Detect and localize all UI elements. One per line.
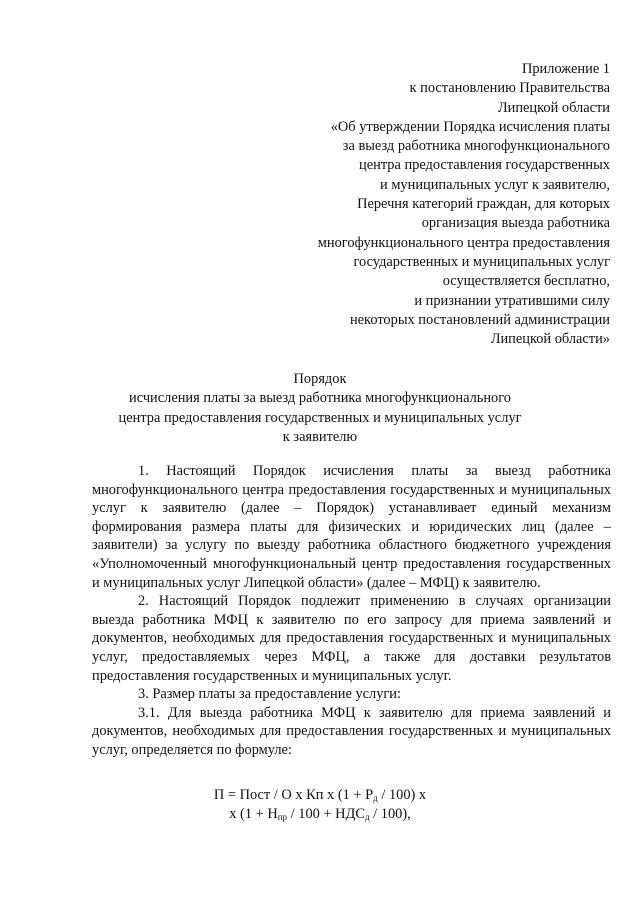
fee-formula <box>0 786 640 825</box>
appendix-line: и муниципальных услуг к заявителю, <box>380 176 610 193</box>
appendix-line: государственных и муниципальных услуг <box>353 253 610 270</box>
appendix-line: Липецкой области <box>497 99 610 116</box>
paragraph-2: 2. Настоящий Порядок подлежит применению в случаях организации выезда работника МФЦ к заявителю по его запросу для приема заявлений и документов, необходимых для предоставления государственных и муниципальных услуг, предоставляемых через МФЦ, а также для доставки результатов предоставления государственных и муниципальных услуг. <box>92 593 611 684</box>
paragraph-3-1: 3.1. Для выезда работника МФЦ к заявителю для приема заявлений и документов, необходимых для предоставления государственных и муниципальных услуг, определяется по формуле: <box>92 704 611 758</box>
appendix-line: многофункционального центра предоставления <box>317 234 610 251</box>
appendix-line: Липецкой области» <box>490 331 610 348</box>
appendix-header <box>270 60 610 349</box>
appendix-line: Перечня категорий граждан, для которых <box>357 196 610 213</box>
paragraph-1: 1. Настоящий Порядок исчисления платы за выезд работника многофункционального центра предоставления государственных и муниципальных услуг к заявителю (далее – Порядок) устанавливает единый механизм формирования размера платы для физических и юридических лиц (далее – заявители) за услугу по выезду работника областного бюджетного учреждения «Уполномоченный многофункциональный центр предоставления государственных и муниципальных услуг Липецкой области» (далее – МФЦ) к заявителю. <box>92 463 611 591</box>
appendix-line: некоторых постановлений администрации <box>349 311 610 328</box>
appendix-line: за выезд работника многофункционального <box>342 138 610 155</box>
appendix-line: Приложение 1 <box>521 61 610 77</box>
title-line: центра предоставления государственных и муниципальных услуг <box>118 409 522 426</box>
paragraph-3: 3. Размер платы за предоставление услуги: <box>138 686 402 703</box>
appendix-line: и признании утратившими силу <box>414 292 610 309</box>
document-body <box>92 462 611 760</box>
formula-line-2: х $(1 + Н_{пр} / 100 + НДС_д / 100)$, <box>229 806 411 823</box>
title-line: к заявителю <box>282 428 358 445</box>
appendix-line: организация выезда работника <box>421 215 610 232</box>
appendix-line: центра предоставления государственных <box>359 157 610 174</box>
appendix-line: осуществляется бесплатно, <box>442 273 610 290</box>
appendix-line: к постановлению Правительства <box>409 80 610 97</box>
formula-line-1: П = Пост / О х Кп х $(1 + Р_д / 100)$ х <box>213 787 427 803</box>
title-line: исчисления платы за выезд работника многофункционального <box>129 390 511 407</box>
title-line: Порядок <box>293 371 347 387</box>
appendix-line: «Об утверждении Порядка исчисления платы <box>330 118 610 135</box>
document-title <box>0 370 640 447</box>
